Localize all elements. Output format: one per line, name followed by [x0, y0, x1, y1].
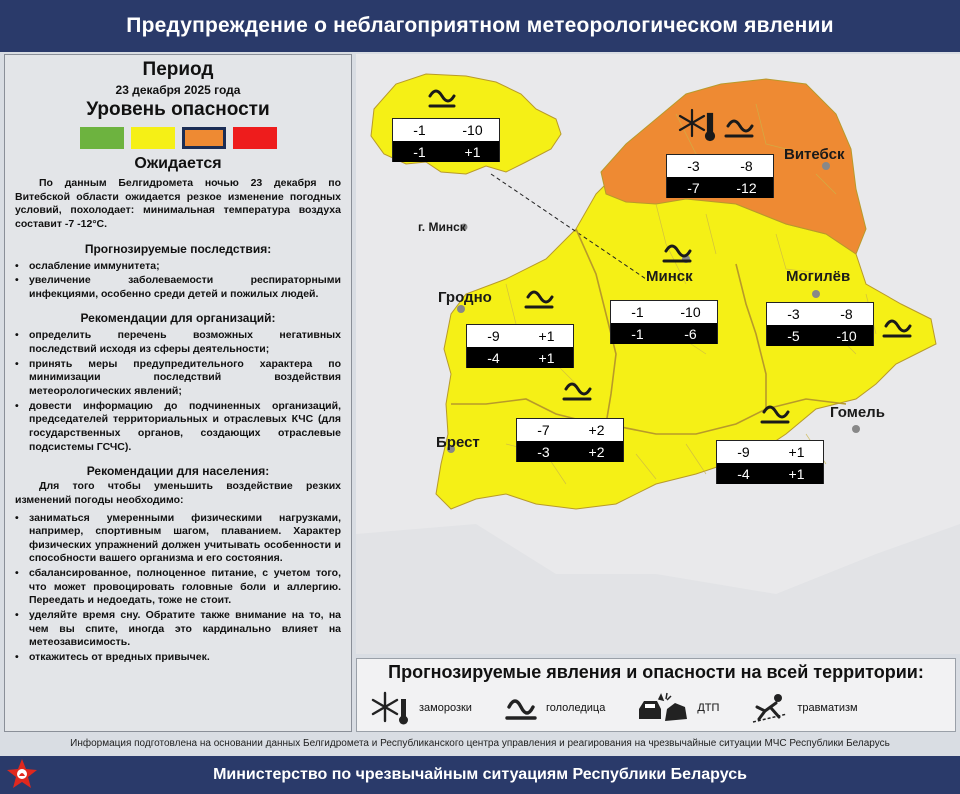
footer-title: Министерство по чрезвычайным ситуациям Республики Беларусь	[213, 766, 747, 783]
vitebsk-dot	[822, 162, 830, 170]
footnote: Информация подготовлена на основании данных Белгидромета и Республиканского центра управления и реагирования на чрезвычайные ситуации МЧС Республики Беларусь	[70, 738, 890, 749]
danger-level-4	[233, 127, 277, 149]
org-recommendations-title: Рекомендации для организаций:	[80, 311, 276, 326]
day-min: -1	[631, 304, 644, 320]
list-item: • увеличение заболеваемости респираторными инфекциями, особенно среди детей и пожилых людей.	[15, 274, 341, 301]
population-recommendations-list	[15, 512, 341, 665]
night-max: -10	[836, 327, 857, 344]
day-min: -9	[487, 328, 500, 344]
legend-item-frost	[371, 689, 472, 727]
grodno-dot	[457, 305, 465, 313]
legend-label-accident: ДТП	[697, 702, 720, 714]
danger-level-2	[131, 127, 175, 149]
hazards-legend	[356, 658, 956, 732]
population-recommendations-title: Рекомендации для населения:	[86, 464, 270, 479]
danger-level-1	[80, 127, 124, 149]
list-item: • принять меры предупредительного характера по минимизации последствий воздействия метеорологических явлений;	[15, 358, 341, 399]
list-item: • определить перечень возможных негативных последствий исходя из сферы деятельности;	[15, 329, 341, 356]
list-item: • откажитесь от вредных привычек.	[15, 651, 341, 665]
day-min: -3	[687, 158, 700, 174]
legend-label-injury: травматизм	[797, 702, 858, 714]
gomel-dot	[852, 425, 860, 433]
night-min: -1	[413, 143, 426, 160]
legend-item-ice	[504, 693, 605, 723]
list-item: • сбалансированное, полноценное питание, с учетом того, что может провоцировать головные боли и аллергию. Переедать и недоедать, тоже не стоит.	[15, 567, 341, 608]
night-min: -3	[537, 443, 550, 460]
mchs-emblem-icon	[6, 758, 38, 790]
ice-icon	[504, 693, 538, 723]
list-item: • ослабление иммунитета;	[15, 260, 341, 274]
danger-level-title: Уровень опасности	[86, 99, 270, 120]
danger-level-scale	[15, 127, 341, 149]
city-label-mogilev: Могилёв	[786, 268, 851, 285]
city-label-vitebsk: Витебск	[784, 146, 845, 163]
city-label-minsk: Минск	[646, 268, 693, 285]
header	[0, 0, 960, 52]
day-min: -3	[787, 306, 800, 322]
consequences-title: Прогнозируемые последствия:	[84, 241, 272, 256]
day-max: -8	[740, 158, 753, 174]
night-min: -5	[787, 327, 800, 344]
mogilev-dot	[812, 290, 820, 298]
footer	[0, 756, 960, 794]
period-title: Период	[142, 59, 214, 80]
org-recommendations-list	[15, 329, 341, 454]
expected-text: По данным Белгидромета ночью 23 декабря по Витебской области ожидается резкое изменение погодных условий, похолодает: минимальная температура воздуха составит -7 -12°С.	[15, 177, 341, 230]
night-max: +1	[464, 143, 481, 160]
page-title: Предупреждение о неблагоприятном метеорологическом явлении	[126, 14, 834, 37]
city-label-brest: Брест	[436, 434, 480, 451]
danger-level-3	[182, 127, 226, 149]
city-label-minsk-city: г. Минск	[418, 220, 466, 234]
day-min: -1	[413, 122, 426, 138]
night-max: -6	[684, 325, 697, 342]
temp-box-minsk-city	[392, 118, 500, 162]
day-min: -7	[537, 422, 550, 438]
consequences-list	[15, 260, 341, 302]
day-max: -10	[462, 122, 483, 138]
temp-box-gomel	[716, 440, 824, 484]
period-date: 23 декабря 2025 года	[115, 83, 241, 97]
temp-box-minsk	[610, 300, 718, 344]
legend-item-accident	[637, 691, 719, 725]
injury-icon	[751, 691, 789, 725]
car-crash-icon	[637, 691, 689, 725]
legend-label-frost: заморозки	[419, 702, 472, 714]
belarus-map	[356, 54, 960, 654]
night-min: -4	[487, 349, 500, 366]
day-max: +2	[588, 422, 605, 438]
night-min: -7	[687, 179, 700, 196]
day-max: -8	[840, 306, 853, 322]
night-min: -1	[631, 325, 644, 342]
day-max: +1	[788, 444, 805, 460]
night-min: -4	[737, 465, 750, 482]
night-max: +1	[788, 465, 805, 482]
legend-title: Прогнозируемые явления и опасности на всей территории:	[388, 662, 924, 682]
city-label-gomel: Гомель	[830, 404, 885, 421]
legend-label-ice: гололедица	[545, 702, 606, 714]
info-panel	[4, 54, 352, 732]
night-max: -12	[736, 179, 757, 196]
night-max: +2	[588, 443, 605, 460]
temp-box-grodno	[466, 324, 574, 368]
night-max: +1	[538, 349, 555, 366]
day-min: -9	[737, 444, 750, 460]
legend-item-injury	[751, 691, 857, 725]
expected-title: Ожидается	[134, 155, 222, 172]
temp-box-brest	[516, 418, 624, 462]
list-item: • довести информацию до подчиненных организаций, председателей территориальных и отраслевых КЧС (для государственных органов, создающих отраслевые подсистемы ГСЧС).	[15, 400, 341, 455]
temp-box-vitebsk	[666, 154, 774, 198]
list-item: • заниматься умеренными физическими нагрузками, например, спортивным шагом, плаванием. Характер физических упражнений должен учитывать особенности и способности вашего организма и его состояния.	[15, 512, 341, 567]
population-intro: Для того чтобы уменьшить воздействие резких изменений погоды необходимо:	[15, 480, 341, 506]
temp-box-mogilev	[766, 302, 874, 346]
day-max: -10	[680, 304, 701, 320]
city-label-grodno: Гродно	[438, 289, 492, 306]
day-max: +1	[538, 328, 555, 344]
frost-icon	[371, 689, 411, 727]
list-item: • уделяйте время сну. Обратите также внимание на то, на чем вы спите, иногда это кардинально влияет на метеозависимость.	[15, 609, 341, 650]
